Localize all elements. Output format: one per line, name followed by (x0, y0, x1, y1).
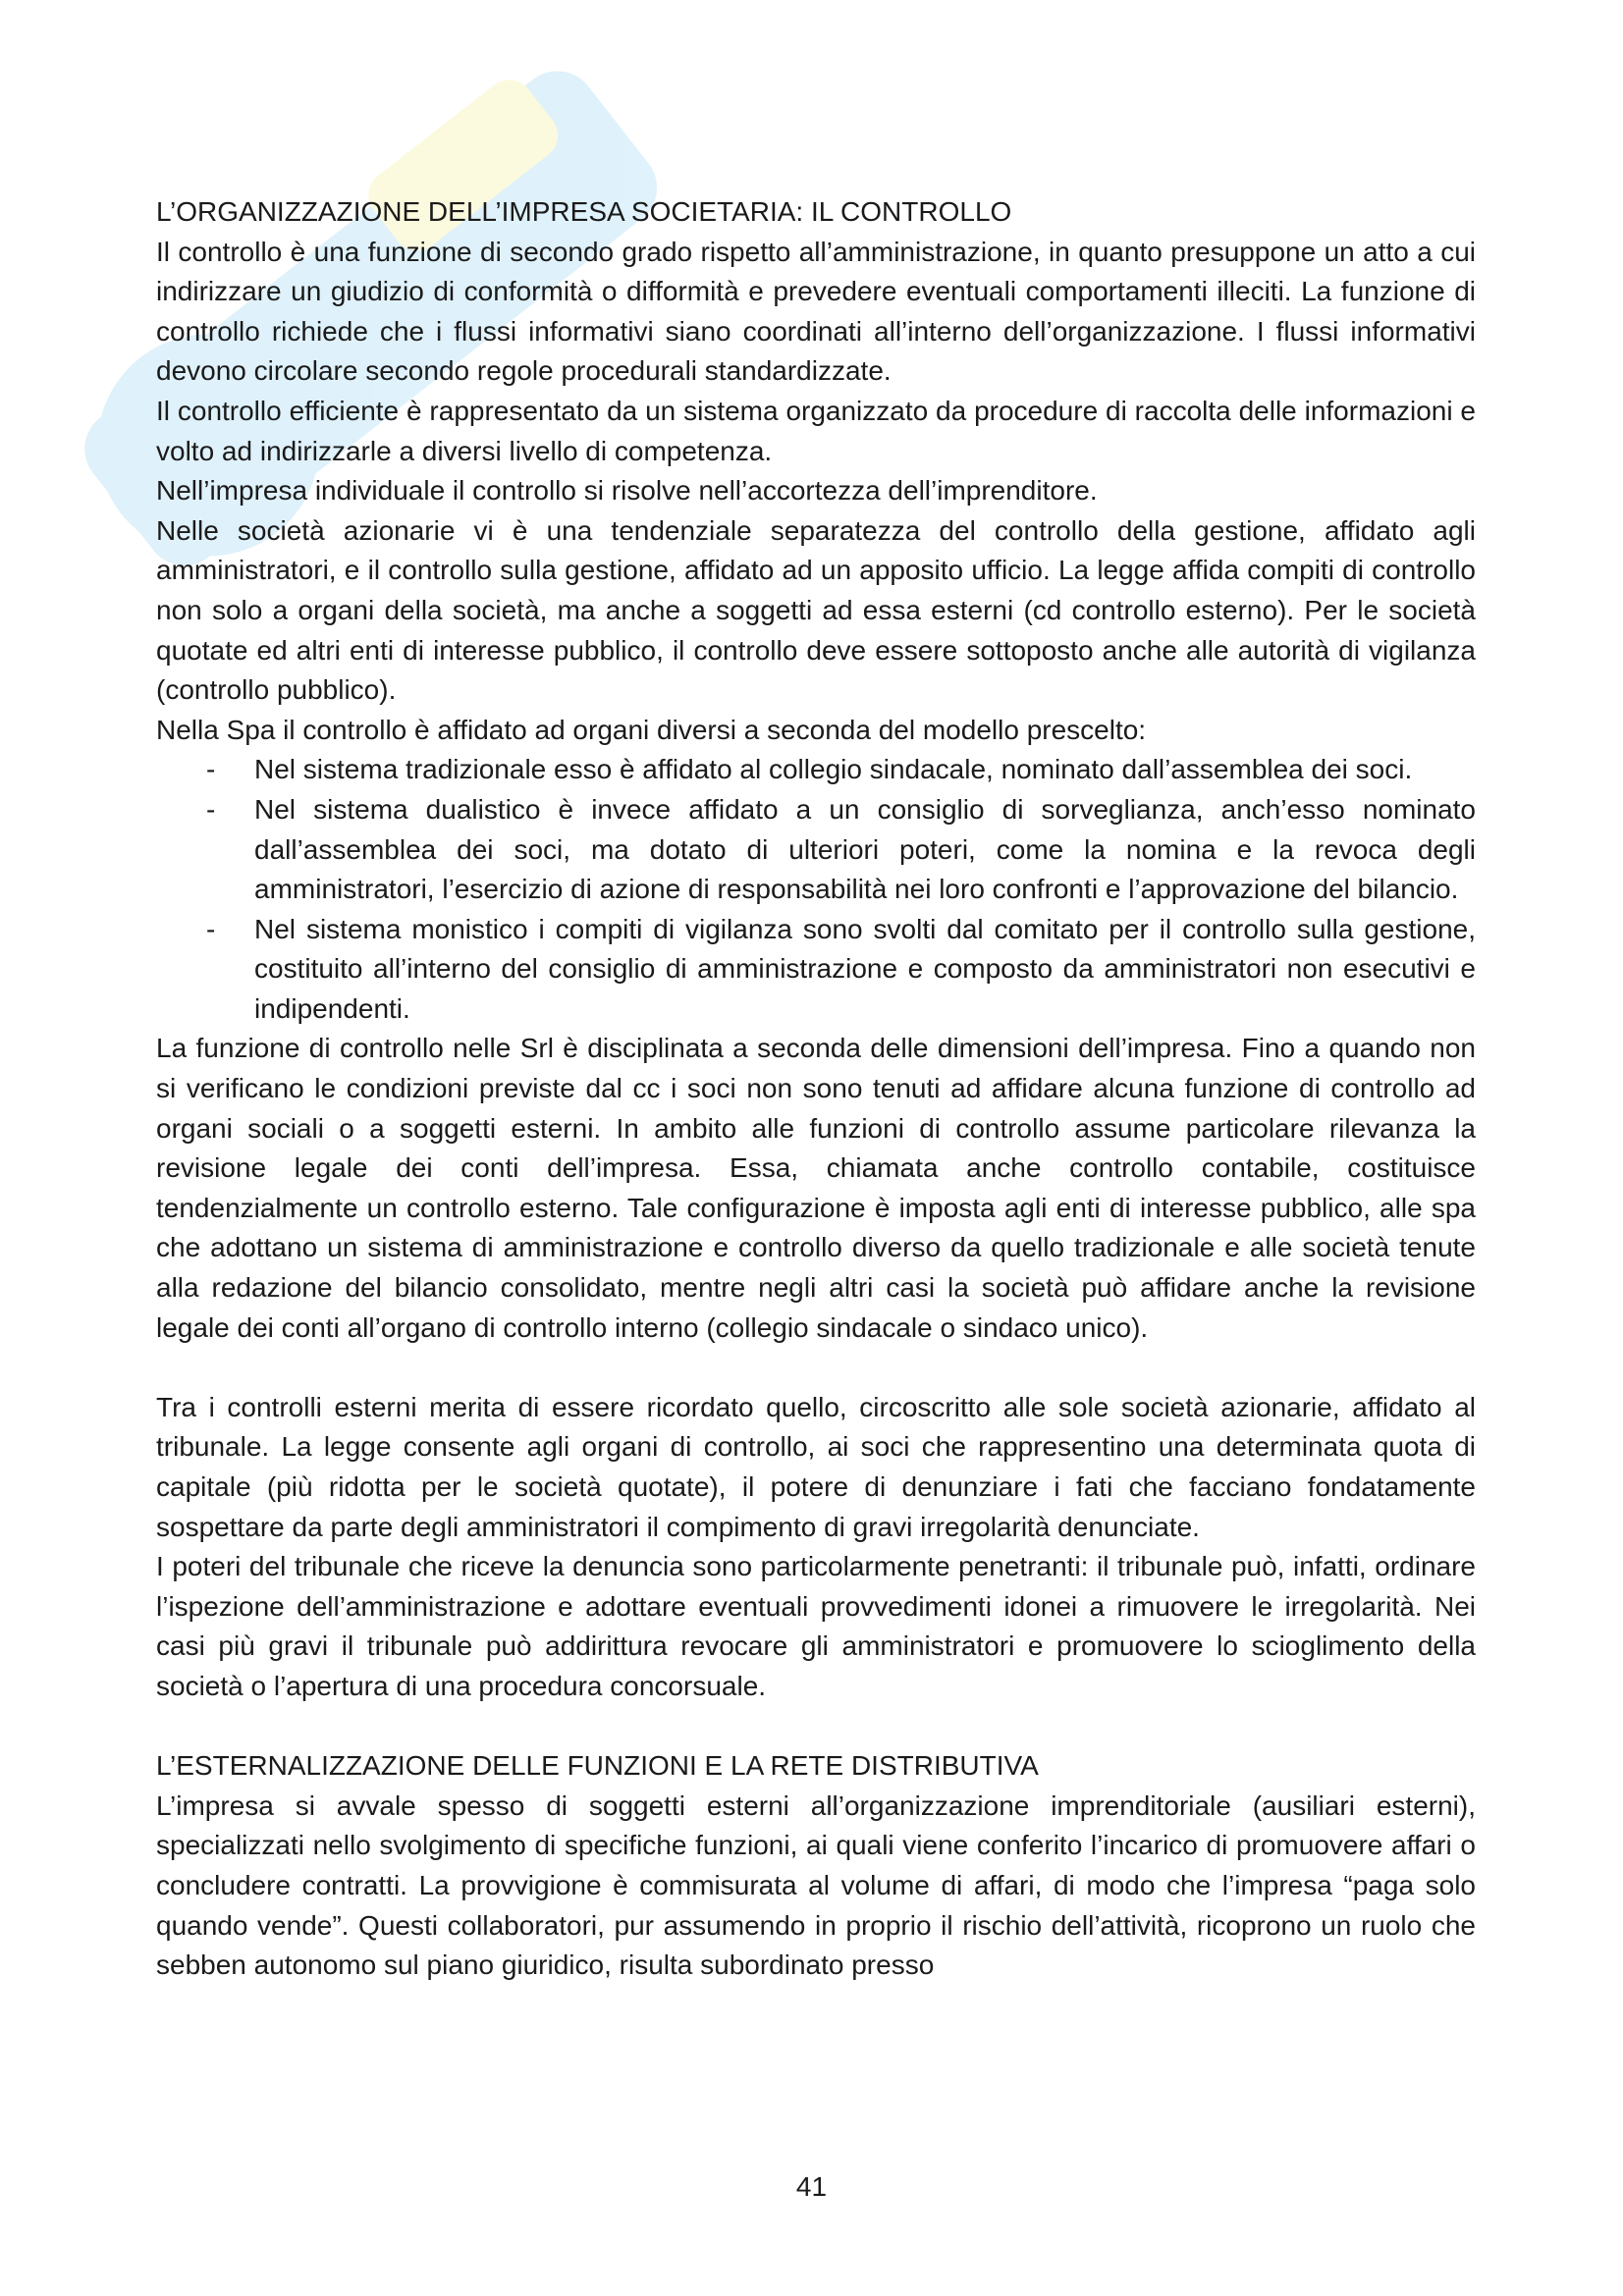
page-number: 41 (795, 2171, 828, 2202)
section-title-esternalizzazione: L’ESTERNALIZZAZIONE DELLE FUNZIONI E LA RETE DISTRIBUTIVA (156, 1750, 1039, 1782)
section-title-controllo: L’ORGANIZZAZIONE DELL’IMPRESA SOCIETARIA: IL CONTROLLO (156, 196, 1012, 227)
paragraph: Il controllo efficiente è rappresentato da un sistema organizzato da procedure di raccolta delle informazioni e volto ad indirizzarle a diversi livello di competenza. (156, 395, 1476, 466)
list-item-text: Nel sistema dualistico è invece affidato a un consiglio di sorveglianza, anch’esso nominato dall’assemblea dei soci, ma dotato di ulteriori poteri, come la nomina e la revoca degli amministratori, l’esercizio di azione di responsabilità nei loro confronti e l’approvazione del bilancio. (254, 793, 1476, 905)
paragraph: I poteri del tribunale che riceve la denuncia sono particolarmente penetranti: il tribunale può, infatti, ordinare l’ispezione dell’amministrazione e adottare eventuali provvedimenti idonei a rimuovere le irregolarità. Nei casi più gravi il tribunale può addirittura revocare gli amministratori e promuovere lo scioglimento della società o l’apertura di una procedura concorsuale. (156, 1551, 1476, 1701)
paragraph-spacer (156, 1707, 1476, 1747)
paragraph: Il controllo è una funzione di secondo grado rispetto all’amministrazione, in quanto presuppone un atto a cui indirizzare un giudizio di conformità o difformità e prevedere eventuali comportamenti illeciti. La funzione di controllo richiede che i flussi informativi siano coordinati all’interno dell’organizzazione. I flussi informativi devono circolare secondo regole procedurali standardizzate. (156, 236, 1476, 387)
paragraph-spacer (156, 1348, 1476, 1388)
list-bullet: - (206, 793, 216, 825)
list-item (156, 910, 1476, 1030)
document-page (156, 192, 1476, 1986)
paragraph: Tra i controlli esterni merita di essere ricordato quello, circoscritto alle sole società azionarie, affidato al tribunale. La legge consente agli organi di controllo, ai soci che rappresentino una determinata quota di capitale (più ridotta per le società quotate), il potere di denunziare i fati che facciano fondatamente sospettare da parte degli amministratori il compimento di gravi irregolarità denunciate. (156, 1391, 1476, 1542)
control-systems-list (156, 750, 1476, 1029)
paragraph: La funzione di controllo nelle Srl è disciplinata a seconda delle dimensioni dell’impresa. Fino a quando non si verificano le condizioni previste dal cc i soci non sono tenuti ad affidare alcuna funzione di controllo ad organi sociali o a soggetti esterni. In ambito alle funzioni di controllo assume particolare rilevanza la revisione legale dei conti dell’impresa. Essa, chiamata anche controllo contabile, costituisce tendenzialmente un controllo esterno. Tale configurazione è imposta agli enti di interesse pubblico, alle spa che adottano un sistema di amministrazione e controllo diverso da quello tradizionale e alle società tenute alla redazione del bilancio consolidato, mentre negli altri casi la società può affidare anche la revisione legale dei conti all’organo di controllo interno (collegio sindacale o sindaco unico). (156, 1033, 1476, 1343)
paragraph: Nell’impresa individuale il controllo si risolve nell’accortezza dell’imprenditore. (156, 475, 1098, 507)
paragraph: Nelle società azionarie vi è una tendenziale separatezza del controllo della gestione, affidato agli amministratori, e il controllo sulla gestione, affidato ad un apposito ufficio. La legge affida compiti di controllo non solo a organi della società, ma anche a soggetti ad essa esterni (cd controllo esterno). Per le società quotate ed altri enti di interesse pubblico, il controllo deve essere sottoposto anche alle autorità di vigilanza (controllo pubblico). (156, 514, 1476, 706)
list-item (156, 790, 1476, 910)
list-item (156, 750, 1476, 790)
list-item-text: Nel sistema tradizionale esso è affidato al collegio sindacale, nominato dall’assemblea dei soci. (254, 754, 1413, 785)
list-bullet: - (206, 913, 216, 944)
list-bullet: - (206, 754, 216, 785)
paragraph: L’impresa si avvale spesso di soggetti esterni all’organizzazione imprenditoriale (ausiliari esterni), specializzati nello svolgimento di specifiche funzioni, ai quali viene conferito l’incarico di promuovere affari o concludere contratti. La provvigione è commisurata al volume di affari, di modo che l’impresa “paga solo quando vende”. Questi collaboratori, pur assumendo in proprio il rischio dell’attività, ricoprono un ruolo che sebben autonomo sul piano giuridico, risulta subordinato presso (156, 1789, 1476, 1981)
list-item-text: Nel sistema monistico i compiti di vigilanza sono svolti dal comitato per il controllo sulla gestione, costituito all’interno del consiglio di amministrazione e composto da amministratori non esecutivi e indipendenti. (254, 913, 1476, 1024)
paragraph: Nella Spa il controllo è affidato ad organi diversi a seconda del modello prescelto: (156, 714, 1147, 745)
